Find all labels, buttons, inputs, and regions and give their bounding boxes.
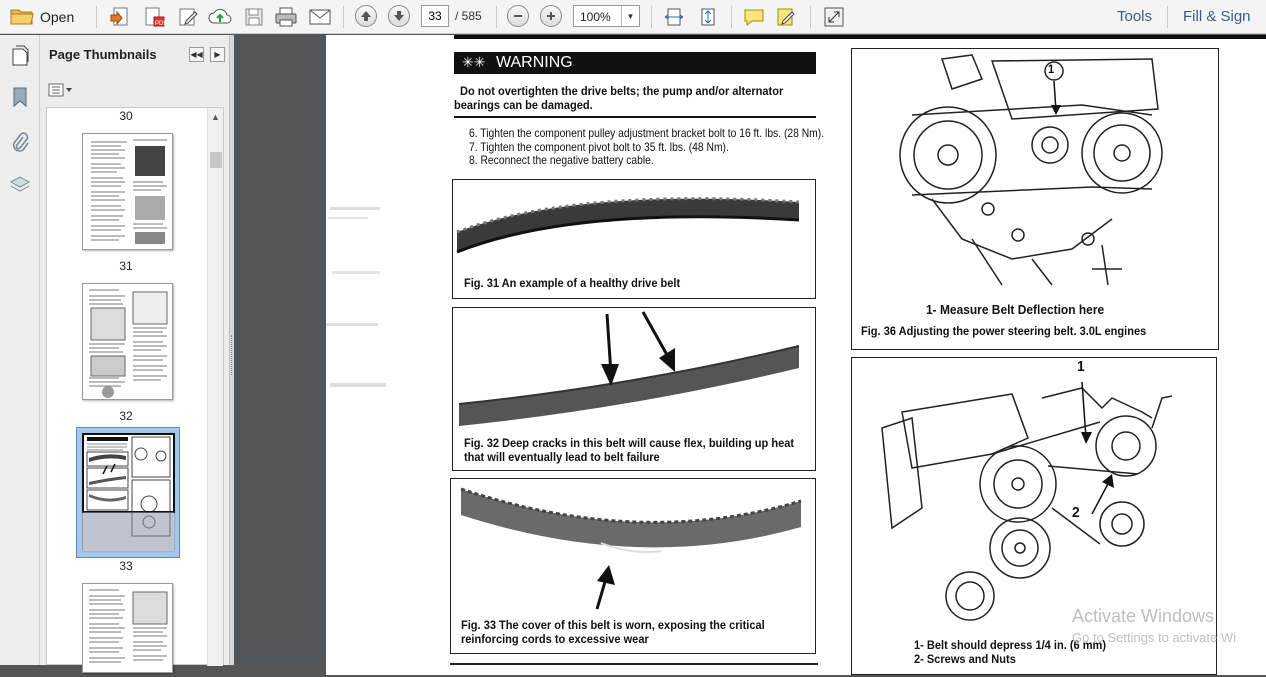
thumbnail-page-32[interactable] — [82, 283, 173, 400]
page-number-input[interactable] — [421, 5, 449, 27]
step-7: 7. Tighten the component pivot bolt to 35 ft. lbs. (48 Nm). — [469, 140, 729, 154]
warning-banner — [454, 52, 816, 74]
thumbnail-page-34[interactable] — [82, 583, 173, 673]
expand-panel-button[interactable]: ▶ — [210, 47, 225, 62]
print-icon[interactable] — [274, 5, 298, 29]
figure-37 — [851, 357, 1217, 675]
toolbar-separator — [651, 6, 652, 28]
warning-text-line-2: bearings can be damaged. — [454, 98, 593, 112]
create-pdf-icon[interactable] — [108, 5, 132, 29]
fig32-caption-line-1: Fig. 32 Deep cracks in this belt will cause flex, building up heat — [464, 436, 795, 450]
activate-windows-subtext: Go to Settings to activate Wi — [1072, 630, 1237, 645]
attachment-icon[interactable] — [8, 130, 32, 154]
warning-text-line-1: Do not overtighten the drive belts; the pump and/or alternator — [460, 84, 784, 98]
step-8: 8. Reconnect the negative battery cable. — [469, 153, 654, 167]
toolbar-separator — [496, 6, 497, 28]
figure-32 — [452, 307, 816, 471]
comment-icon[interactable] — [742, 5, 766, 29]
toolbar-separator — [96, 6, 97, 28]
zoom-value: 100% — [580, 10, 611, 24]
page-thumbnails-icon[interactable] — [8, 43, 32, 67]
thumbnails-panel — [40, 35, 230, 665]
svg-text:PDF: PDF — [155, 21, 167, 27]
splitter-grip[interactable] — [231, 335, 233, 375]
export-pdf-icon[interactable] — [142, 5, 166, 29]
cracked-belt-photo — [453, 308, 815, 432]
fig36-label: 1- Measure Belt Deflection here — [926, 302, 1105, 317]
previous-page-button[interactable] — [355, 5, 377, 27]
page-top-rule — [454, 35, 1266, 39]
fill-and-sign-button[interactable]: Fill & Sign — [1183, 8, 1251, 25]
fig31-caption: Fig. 31 An example of a healthy drive belt — [464, 276, 681, 290]
toolbar-separator — [1167, 6, 1168, 28]
highlight-icon[interactable] — [774, 5, 798, 29]
upload-cloud-icon[interactable] — [208, 5, 232, 29]
document-viewer[interactable] — [234, 35, 1266, 665]
thumbnail-list[interactable] — [46, 107, 224, 665]
plus-icon — [545, 10, 557, 22]
chevron-down-icon[interactable]: ▼ — [621, 6, 639, 26]
open-label: Open — [40, 9, 75, 25]
panel-title: Page Thumbnails — [49, 47, 157, 62]
figure-31 — [452, 179, 816, 299]
toolbar-separator — [343, 6, 344, 28]
worn-belt-photo — [451, 479, 815, 619]
minus-icon — [512, 10, 524, 22]
belt-deflection-drawing — [852, 358, 1216, 628]
scrollbar-thumb[interactable] — [210, 152, 222, 168]
main-toolbar — [0, 0, 1266, 34]
fit-page-icon[interactable] — [696, 5, 720, 29]
scan-noise — [326, 205, 386, 405]
arrow-up-icon — [360, 10, 372, 22]
warning-stars-icon: ✳✳ — [462, 54, 486, 70]
save-icon[interactable] — [242, 5, 266, 29]
thumbnail-page-31[interactable] — [82, 133, 173, 250]
fig32-caption-line-2: that will eventually lead to belt failure — [464, 450, 660, 464]
fig36-caption: Fig. 36 Adjusting the power steering belt. 3.0L engines — [861, 324, 1147, 338]
page-bottom-rule — [450, 663, 818, 665]
email-icon[interactable] — [308, 5, 332, 29]
fig33-caption-line-1: Fig. 33 The cover of this belt is worn, exposing the critical — [461, 618, 765, 632]
zoom-out-button[interactable] — [507, 5, 529, 27]
layers-icon[interactable] — [8, 173, 32, 197]
thumbnail-options-button[interactable] — [48, 82, 74, 98]
fit-width-icon[interactable] — [662, 5, 686, 29]
fig37-label-2: 2- Screws and Nuts — [914, 652, 1016, 666]
page-total-label: / 585 — [455, 9, 482, 23]
arrow-down-icon — [393, 10, 405, 22]
scroll-up-icon[interactable]: ▲ — [211, 112, 220, 122]
power-steering-belt-drawing — [852, 49, 1218, 289]
list-options-icon — [48, 83, 74, 97]
fullscreen-icon[interactable] — [822, 5, 846, 29]
zoom-in-button[interactable] — [540, 5, 562, 27]
edit-pdf-icon[interactable] — [176, 5, 200, 29]
thumbnail-page-number: 31 — [119, 259, 133, 273]
warning-rule — [454, 116, 816, 118]
tools-button[interactable]: Tools — [1117, 8, 1153, 25]
toolbar-separator — [810, 6, 811, 28]
toolbar-separator — [731, 6, 732, 28]
navigation-rail — [0, 35, 40, 665]
zoom-select[interactable] — [573, 5, 640, 27]
healthy-belt-photo — [453, 180, 815, 270]
fig33-caption-line-2: reinforcing cords to excessive wear — [461, 632, 649, 646]
next-page-button[interactable] — [388, 5, 410, 27]
figure-36 — [851, 48, 1219, 350]
thumbnail-page-number: 33 — [119, 559, 133, 573]
fig36-callout: 1 — [1048, 62, 1055, 76]
figure-33 — [450, 478, 816, 654]
pdf-page — [326, 35, 1266, 675]
bookmark-icon[interactable] — [8, 85, 32, 109]
thumbnail-page-number: 32 — [119, 409, 133, 423]
step-6: 6. Tighten the component pulley adjustment bracket bolt to 16 ft. lbs. (28 Nm). — [469, 126, 825, 140]
fig37-label-1: 1- Belt should depress 1/4 in. (6 mm) — [914, 638, 1107, 652]
thumbnail-scrollbar[interactable] — [207, 108, 223, 666]
fig37-callout-2: 2 — [1072, 504, 1080, 521]
thumbnail-page-33[interactable] — [82, 433, 173, 550]
fig37-callout-1: 1 — [1077, 358, 1085, 375]
folder-icon — [10, 6, 34, 29]
collapse-panel-button[interactable]: ◀◀ — [189, 47, 204, 62]
activate-windows-watermark: Activate Windows — [1072, 606, 1215, 626]
open-button[interactable] — [6, 4, 82, 30]
thumbnail-page-number: 30 — [119, 109, 133, 123]
warning-title: WARNING — [496, 54, 573, 71]
